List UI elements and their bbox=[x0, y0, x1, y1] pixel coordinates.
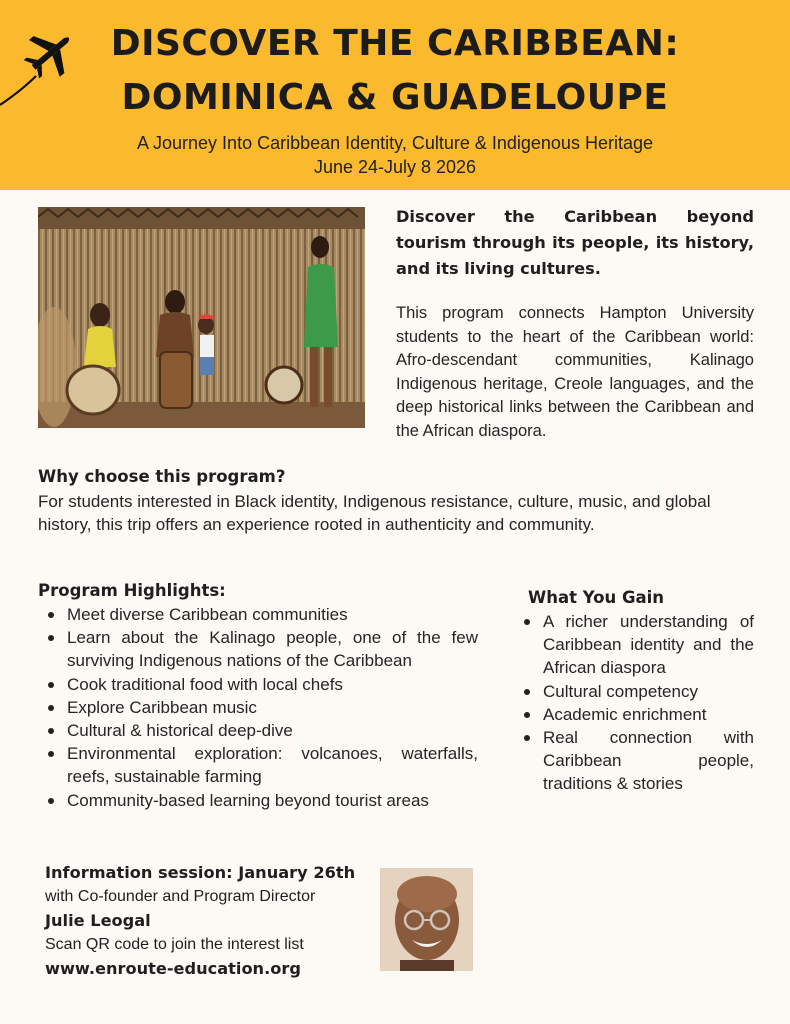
list-item: A richer understanding of Caribbean identity and the African diaspora bbox=[514, 610, 754, 680]
info-session bbox=[45, 861, 375, 981]
list-item: Learn about the Kalinago people, one of the few surviving Indigenous nations of the Caribbean bbox=[38, 626, 478, 672]
program-dates: June 24-July 8 2026 bbox=[313, 157, 477, 177]
subtitle: A Journey Into Caribbean Identity, Culture & Indigenous Heritage bbox=[137, 133, 653, 153]
dancers-photo bbox=[38, 207, 365, 428]
dancers-photo-illustration bbox=[38, 207, 365, 428]
list-item: Meet diverse Caribbean communities bbox=[38, 603, 478, 626]
director-portrait bbox=[380, 868, 473, 971]
gain-heading: What You Gain bbox=[528, 588, 665, 607]
title-line-2: DOMINICA & GUADELOUPE bbox=[121, 77, 669, 118]
why-heading: Why choose this program? bbox=[38, 467, 286, 486]
list-item: Cultural competency bbox=[514, 680, 754, 703]
title-line-1: DISCOVER THE CARIBBEAN: bbox=[110, 23, 680, 64]
list-item: Community-based learning beyond tourist areas bbox=[38, 789, 478, 812]
airplane-icon bbox=[0, 12, 90, 107]
why-body: For students interested in Black identity, Indigenous resistance, culture, music, and global history, this trip offers an experience rooted in authenticity and community. bbox=[38, 492, 711, 534]
director-portrait-illustration bbox=[380, 868, 473, 971]
info-session-with: with Co-founder and Program Director bbox=[45, 888, 316, 905]
list-item: Explore Caribbean music bbox=[38, 696, 478, 719]
highlights-list bbox=[38, 603, 478, 812]
list-item: Cultural & historical deep-dive bbox=[38, 719, 478, 742]
website-link[interactable]: www.enroute-education.org bbox=[45, 959, 301, 978]
list-item: Academic enrichment bbox=[514, 703, 754, 726]
gain-list bbox=[514, 610, 754, 796]
list-item: Real connection with Caribbean people, traditions & stories bbox=[514, 726, 754, 796]
scan-instructions: Scan QR code to join the interest list bbox=[45, 936, 304, 953]
info-session-heading: Information session: January 26th bbox=[45, 863, 356, 882]
intro-heading: Discover the Caribbean beyond tourism through its people, its history, and its living cultures. bbox=[396, 207, 754, 278]
list-item: Environmental exploration: volcanoes, waterfalls, reefs, sustainable farming bbox=[38, 742, 478, 788]
director-name: Julie Leogal bbox=[45, 911, 151, 930]
list-item: Cook traditional food with local chefs bbox=[38, 673, 478, 696]
intro-body: This program connects Hampton University students to the heart of the Caribbean world: Afro-descendant communities, Kalinago Indigenous heritage, Creole languages, and the deep historical links between the Caribbean and the African diaspora. bbox=[396, 304, 754, 440]
header-banner bbox=[0, 0, 790, 190]
highlights-heading: Program Highlights: bbox=[38, 581, 226, 600]
